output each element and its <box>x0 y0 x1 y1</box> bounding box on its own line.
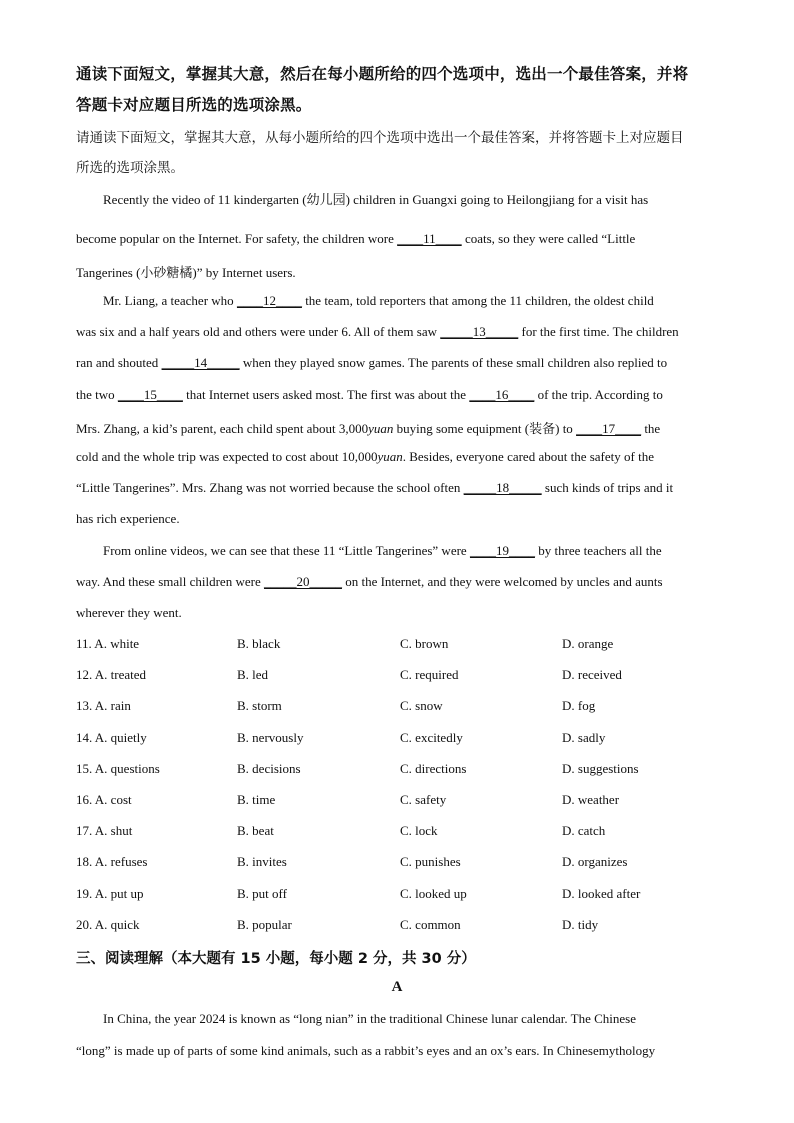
option-13-b: B. storm <box>237 698 282 713</box>
yuan-italic: yuan <box>377 449 403 464</box>
text-run: From online videos, we can see that these 11 “Little Tangerines” were <box>103 543 470 558</box>
passage-p1-line-1: Recently the video of 11 kindergarten (幼儿园) children in Guangxi going to Heilongjiang for a visit has <box>103 192 649 207</box>
text-run: the two <box>76 387 118 402</box>
text-run: by three teachers all the <box>534 543 662 558</box>
option-15-b: B. decisions <box>237 761 301 776</box>
blank-12: ____12____ <box>236 293 302 308</box>
option-13-c: C. snow <box>400 698 443 713</box>
option-18-d: D. organizes <box>562 854 628 869</box>
option-11-a: 11. A. white <box>76 636 140 651</box>
passage-p1-line-3: Tangerines (小砂糖橘)” by Internet users. <box>76 265 296 280</box>
option-20-c: C. common <box>400 917 461 932</box>
option-16-a: 16. A. cost <box>76 792 132 807</box>
passage-p3-line-2 <box>76 574 663 590</box>
option-17-a: 17. A. shut <box>76 823 133 838</box>
instruction-line-2: 所选的选项涂黑。 <box>76 160 184 176</box>
text-run: the team, told reporters that among the 11 children, the oldest child <box>301 293 654 308</box>
passage-p2-line-7 <box>76 480 673 496</box>
option-19-c: C. looked up <box>400 886 467 901</box>
blank-20: _____20_____ <box>263 574 342 589</box>
option-20-b: B. popular <box>237 917 292 932</box>
blank-18: _____18_____ <box>463 480 542 495</box>
passage-p2-line-5 <box>76 418 660 437</box>
passage-p2-line-1 <box>103 293 654 309</box>
blank-14: _____14_____ <box>161 355 240 370</box>
option-13-a: 13. A. rain <box>76 698 131 713</box>
instruction-line-1: 请通读下面短文，掌握其大意，从每小题所给的四个选项中选出一个最佳答案，并将答题卡上对应题目 <box>76 130 684 146</box>
text-run: that Internet users asked most. The first was about the <box>182 387 470 402</box>
option-16-b: B. time <box>237 792 276 807</box>
option-19-b: B. put off <box>237 886 287 901</box>
blank-15: ____15____ <box>117 387 183 402</box>
option-15-d: D. suggestions <box>562 761 639 776</box>
option-12-a: 12. A. treated <box>76 667 147 682</box>
text-run: way. And these small children were <box>76 574 264 589</box>
text-run: buying some equipment (装备) to <box>393 421 577 436</box>
passage-p3-line-3: wherever they went. <box>76 605 182 620</box>
option-14-a: 14. A. quietly <box>76 730 147 745</box>
text-run: . Besides, everyone cared about the safety of the <box>402 449 654 464</box>
option-19-a: 19. A. put up <box>76 886 144 901</box>
section-3-title: 三、阅读理解（本大题有 15 小题，每小题 2 分，共 30 分） <box>76 951 476 967</box>
text-run: of the trip. According to <box>534 387 663 402</box>
text-run: when they played snow games. The parents of these small children also replied to <box>239 355 668 370</box>
option-16-d: D. weather <box>562 792 620 807</box>
option-19-d: D. looked after <box>562 886 641 901</box>
reading-a-line-1: In China, the year 2024 is known as “long nian” in the traditional Chinese lunar calendar. The Chinese <box>103 1011 636 1026</box>
passage-p2-line-8: has rich experience. <box>76 511 180 526</box>
passage-p2-line-2 <box>76 324 679 340</box>
option-11-b: B. black <box>237 636 281 651</box>
option-14-d: D. sadly <box>562 730 606 745</box>
option-13-d: D. fog <box>562 698 596 713</box>
text-run: for the first time. The children <box>518 324 679 339</box>
option-17-b: B. beat <box>237 823 274 838</box>
instruction-bold-line-1: 通读下面短文，掌握其大意，然后在每小题所给的四个选项中，选出一个最佳答案，并将 <box>76 65 689 83</box>
passage-p2-line-3 <box>76 355 667 371</box>
text-run: such kinds of trips and it <box>541 480 674 495</box>
option-12-d: D. received <box>562 667 622 682</box>
option-20-d: D. tidy <box>562 917 599 932</box>
option-18-a: 18. A. refuses <box>76 854 148 869</box>
option-17-c: C. lock <box>400 823 438 838</box>
blank-11: ____11____ <box>397 231 462 246</box>
passage-p2-line-4 <box>76 387 663 403</box>
option-16-c: C. safety <box>400 792 447 807</box>
text-run: was six and a half years old and others were under 6. All of them saw <box>76 324 441 339</box>
blank-19: ____19____ <box>469 543 535 558</box>
passage-p1-line-2 <box>76 231 635 247</box>
instruction-bold-line-2: 答题卡对应题目所选的选项涂黑。 <box>76 96 312 114</box>
option-12-c: C. required <box>400 667 459 682</box>
text-run: on the Internet, and they were welcomed by uncles and aunts <box>341 574 663 589</box>
text-run: Mr. Liang, a teacher who <box>103 293 237 308</box>
text-run: Mrs. Zhang, a kid’s parent, each child spent about 3,000 <box>76 421 369 436</box>
blank-13: _____13_____ <box>440 324 519 339</box>
text-run: “Little Tangerines”. Mrs. Zhang was not worried because the school often <box>76 480 464 495</box>
option-18-c: C. punishes <box>400 854 461 869</box>
option-18-b: B. invites <box>237 854 287 869</box>
option-12-b: B. led <box>237 667 269 682</box>
option-20-a: 20. A. quick <box>76 917 140 932</box>
passage-p2-line-6 <box>76 449 654 465</box>
text-run: become popular on the Internet. For safety, the children wore <box>76 231 398 246</box>
yuan-italic: yuan <box>368 421 394 436</box>
passage-letter: A <box>391 979 403 995</box>
option-17-d: D. catch <box>562 823 606 838</box>
option-11-d: D. orange <box>562 636 614 651</box>
option-15-a: 15. A. questions <box>76 761 160 776</box>
option-15-c: C. directions <box>400 761 467 776</box>
text-run: ran and shouted <box>76 355 162 370</box>
option-14-c: C. excitedly <box>400 730 463 745</box>
blank-16: ____16____ <box>469 387 535 402</box>
blank-17: ____17____ <box>576 421 642 436</box>
text-run: cold and the whole trip was expected to cost about 10,000 <box>76 449 378 464</box>
passage-p3-line-1 <box>103 543 662 559</box>
text-run: the <box>641 421 661 436</box>
reading-a-line-2: “long” is made up of parts of some kind animals, such as a rabbit’s eyes and an ox’s ears. In Chinesemythology <box>76 1043 656 1058</box>
option-11-c: C. brown <box>400 636 449 651</box>
option-14-b: B. nervously <box>237 730 304 745</box>
text-run: coats, so they were called “Little <box>461 231 636 246</box>
